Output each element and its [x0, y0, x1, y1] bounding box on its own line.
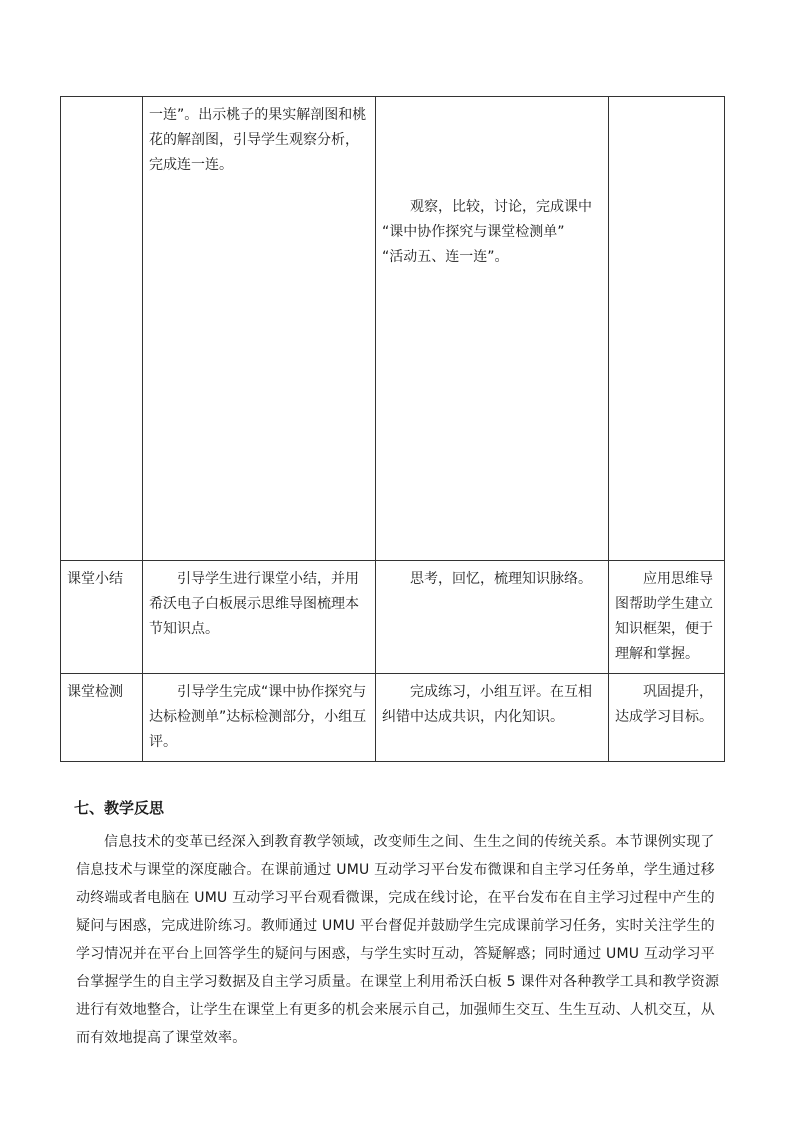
section-heading: 七、教学反思: [74, 799, 165, 817]
student-activity-line: “课中协作探究与课堂检测单”: [382, 224, 565, 240]
design-intent-cell: [609, 97, 725, 561]
table-row: [61, 97, 725, 561]
student-activity-cell: [376, 97, 609, 561]
student-activity-cell: 思考，回忆，梳理知识脉络。: [376, 561, 609, 674]
student-activity-line: “活动五、连一连”。: [382, 249, 509, 265]
stage-cell: 课堂小结: [61, 561, 143, 674]
table-row: [61, 674, 725, 762]
teacher-activity-cell: 引导学生完成“课中协作探究与达标检测单”达标检测部分，小组互评。: [143, 674, 376, 762]
design-intent-cell: 应用思维导图帮助学生建立知识框架，便于理解和掌握。: [609, 561, 725, 674]
stage-cell: [61, 97, 143, 561]
reflection-paragraph: 信息技术的变革已经深入到教育教学领域，改变师生之间、生生之间的传统关系。本节课例实现了信息技术与课堂的深度融合。在课前通过 UMU 互动学习平台发布微课和自主学习任务单，学生通过移动终端或者电脑在 UMU 互动学习平台观看微课，完成在线讨论，在平台发布在自主学习过程中产生的疑问与困惑，完成进阶练习。教师通过 UMU 平台督促并鼓励学生完成课前学习任务，实时关注学生的学习情况并在平台上回答学生的疑问与困惑，与学生实时互动，答疑解惑；同时通过 UMU 互动学习平台掌握学生的自主学习数据及自主学习质量。在课堂上利用希沃白板 5 课件对各种教学工具和教学资源进行有效地整合，让学生在课堂上有更多的机会来展示自己，加强师生交互、生生互动、人机交互，从而有效地提高了课堂效率。: [76, 834, 720, 1046]
design-intent-cell: 巩固提升，达成学习目标。: [609, 674, 725, 762]
student-activity-cell: 完成练习，小组互评。在互相纠错中达成共识，内化知识。: [376, 674, 609, 762]
table-row: [61, 561, 725, 674]
lesson-plan-table: [60, 96, 725, 762]
teacher-activity-cell: 引导学生进行课堂小结，并用希沃电子白板展示思维导图梳理本节知识点。: [143, 561, 376, 674]
teacher-activity-cell: 一连”。出示桃子的果实解剖图和桃花的解剖图，引导学生观察分析，完成连一连。: [143, 97, 376, 561]
stage-cell: 课堂检测: [61, 674, 143, 762]
student-activity-line: 观察，比较，讨论，完成课中: [410, 199, 592, 215]
